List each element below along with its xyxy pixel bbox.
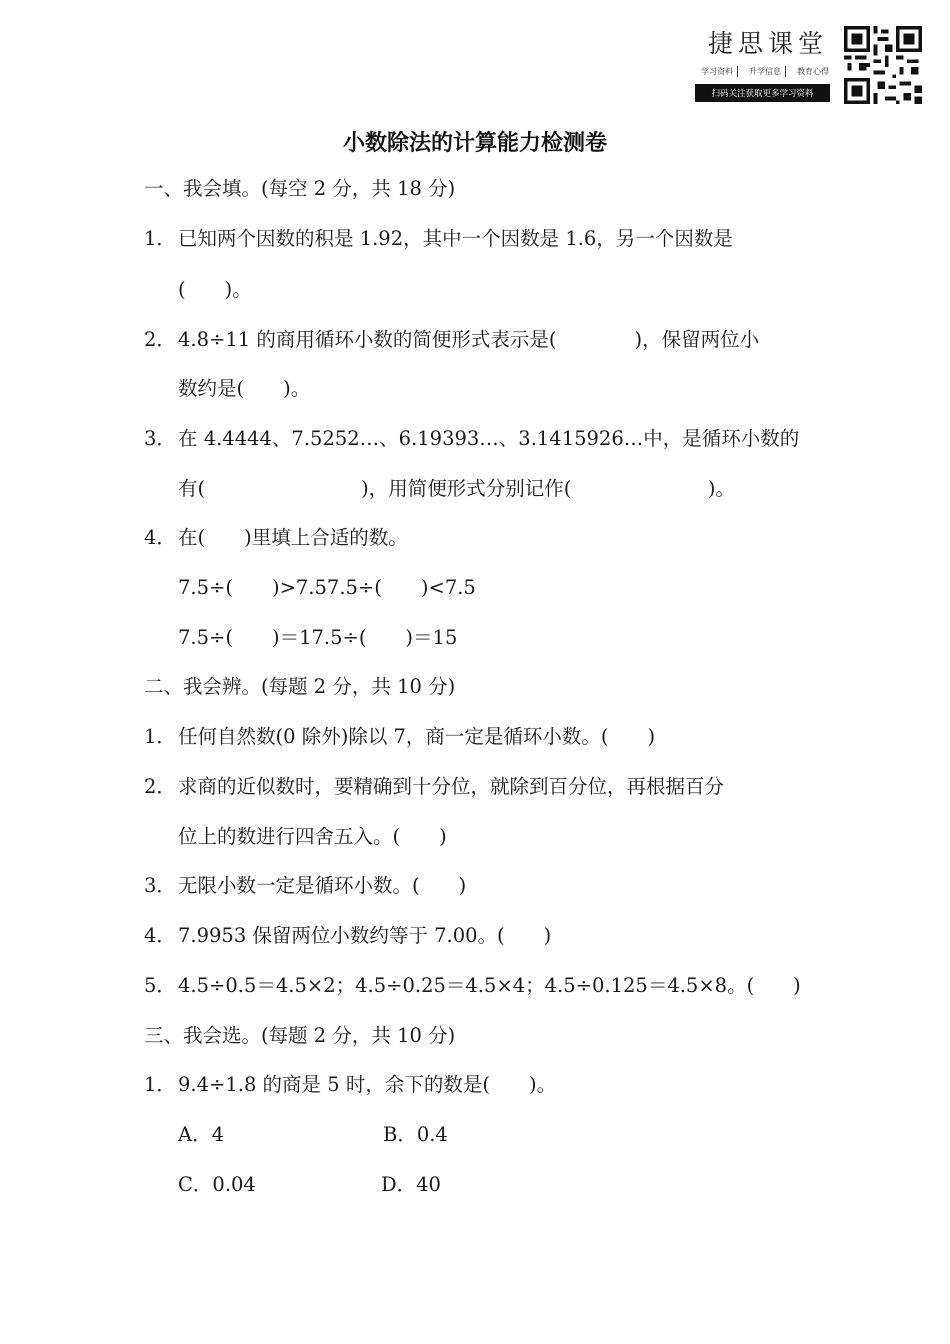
question-number: 2． [144,775,176,798]
question-number: 4． [144,924,176,947]
question-text: 数约是( )。 [178,377,311,400]
option-d[interactable]: D．40 [381,1173,441,1196]
option-b[interactable]: B．0.4 [383,1123,448,1146]
question-text: 4.5÷0.5＝4.5×2；4.5÷0.25＝4.5×4；4.5÷0.125＝4.5×8。( ) [178,974,801,997]
question-text: 无限小数一定是循环小数。( ) [178,874,467,897]
brand-tag: 升学信息 [745,66,786,77]
section-heading: 二、我会辨。(每题 2 分，共 10 分) [144,675,456,698]
question-number: 3． [144,427,176,450]
question-text: 任何自然数(0 除外)除以 7，商一定是循环小数。( ) [178,725,656,748]
question-text: 已知两个因数的积是 1.92，其中一个因数是 1.6，另一个因数是 [178,227,733,250]
option-a[interactable]: A．4 [178,1123,224,1146]
brand-name: 捷思课堂 [707,29,828,58]
question-text: 4.8÷11 的商用循环小数的简便形式表示是( )，保留两位小 [178,328,760,351]
question-text: ( )。 [178,278,252,301]
section-heading: 一、我会填。(每空 2 分，共 18 分) [144,177,456,200]
question-number: 2． [144,328,176,351]
question-text: 7.9953 保留两位小数约等于 7.00。( ) [178,924,552,947]
question-number: 1． [144,1073,176,1096]
question-text: 在 4.4444、7.5252…、6.19393…、3.1415926…中，是循环小数的 [178,427,800,450]
brand-tag: 学习资料 [697,66,738,77]
option-c[interactable]: C．0.04 [178,1173,256,1196]
brand-tag: 教育心得 [797,67,829,76]
question-text: 求商的近似数时，要精确到十分位，就除到百分位，再根据百分 [178,775,725,798]
scan-banner: 扫码关注获取更多学习资料 [695,84,830,102]
brand-logo [695,24,835,102]
section-heading: 三、我会选。(每题 2 分，共 10 分) [144,1024,456,1047]
question-number: 5． [144,974,176,997]
question-number: 4． [144,526,176,549]
brand-tags [695,66,835,77]
question-text: 位上的数进行四舍五入。( ) [178,825,447,848]
question-number: 3． [144,874,176,897]
question-number: 1． [144,227,176,250]
qr-code-icon[interactable] [844,26,922,104]
equation-line: 7.5÷( )>7.57.5÷( )<7.5 [178,576,476,599]
question-number: 1． [144,725,176,748]
question-text: 9.4÷1.8 的商是 5 时，余下的数是( )。 [178,1073,557,1096]
question-text: 有( )，用简便形式分别记作( )。 [178,477,735,500]
equation-line: 7.5÷( )＝17.5÷( )＝15 [178,626,458,649]
page-title: 小数除法的计算能力检测卷 [342,131,607,156]
question-text: 在( )里填上合适的数。 [178,526,408,549]
